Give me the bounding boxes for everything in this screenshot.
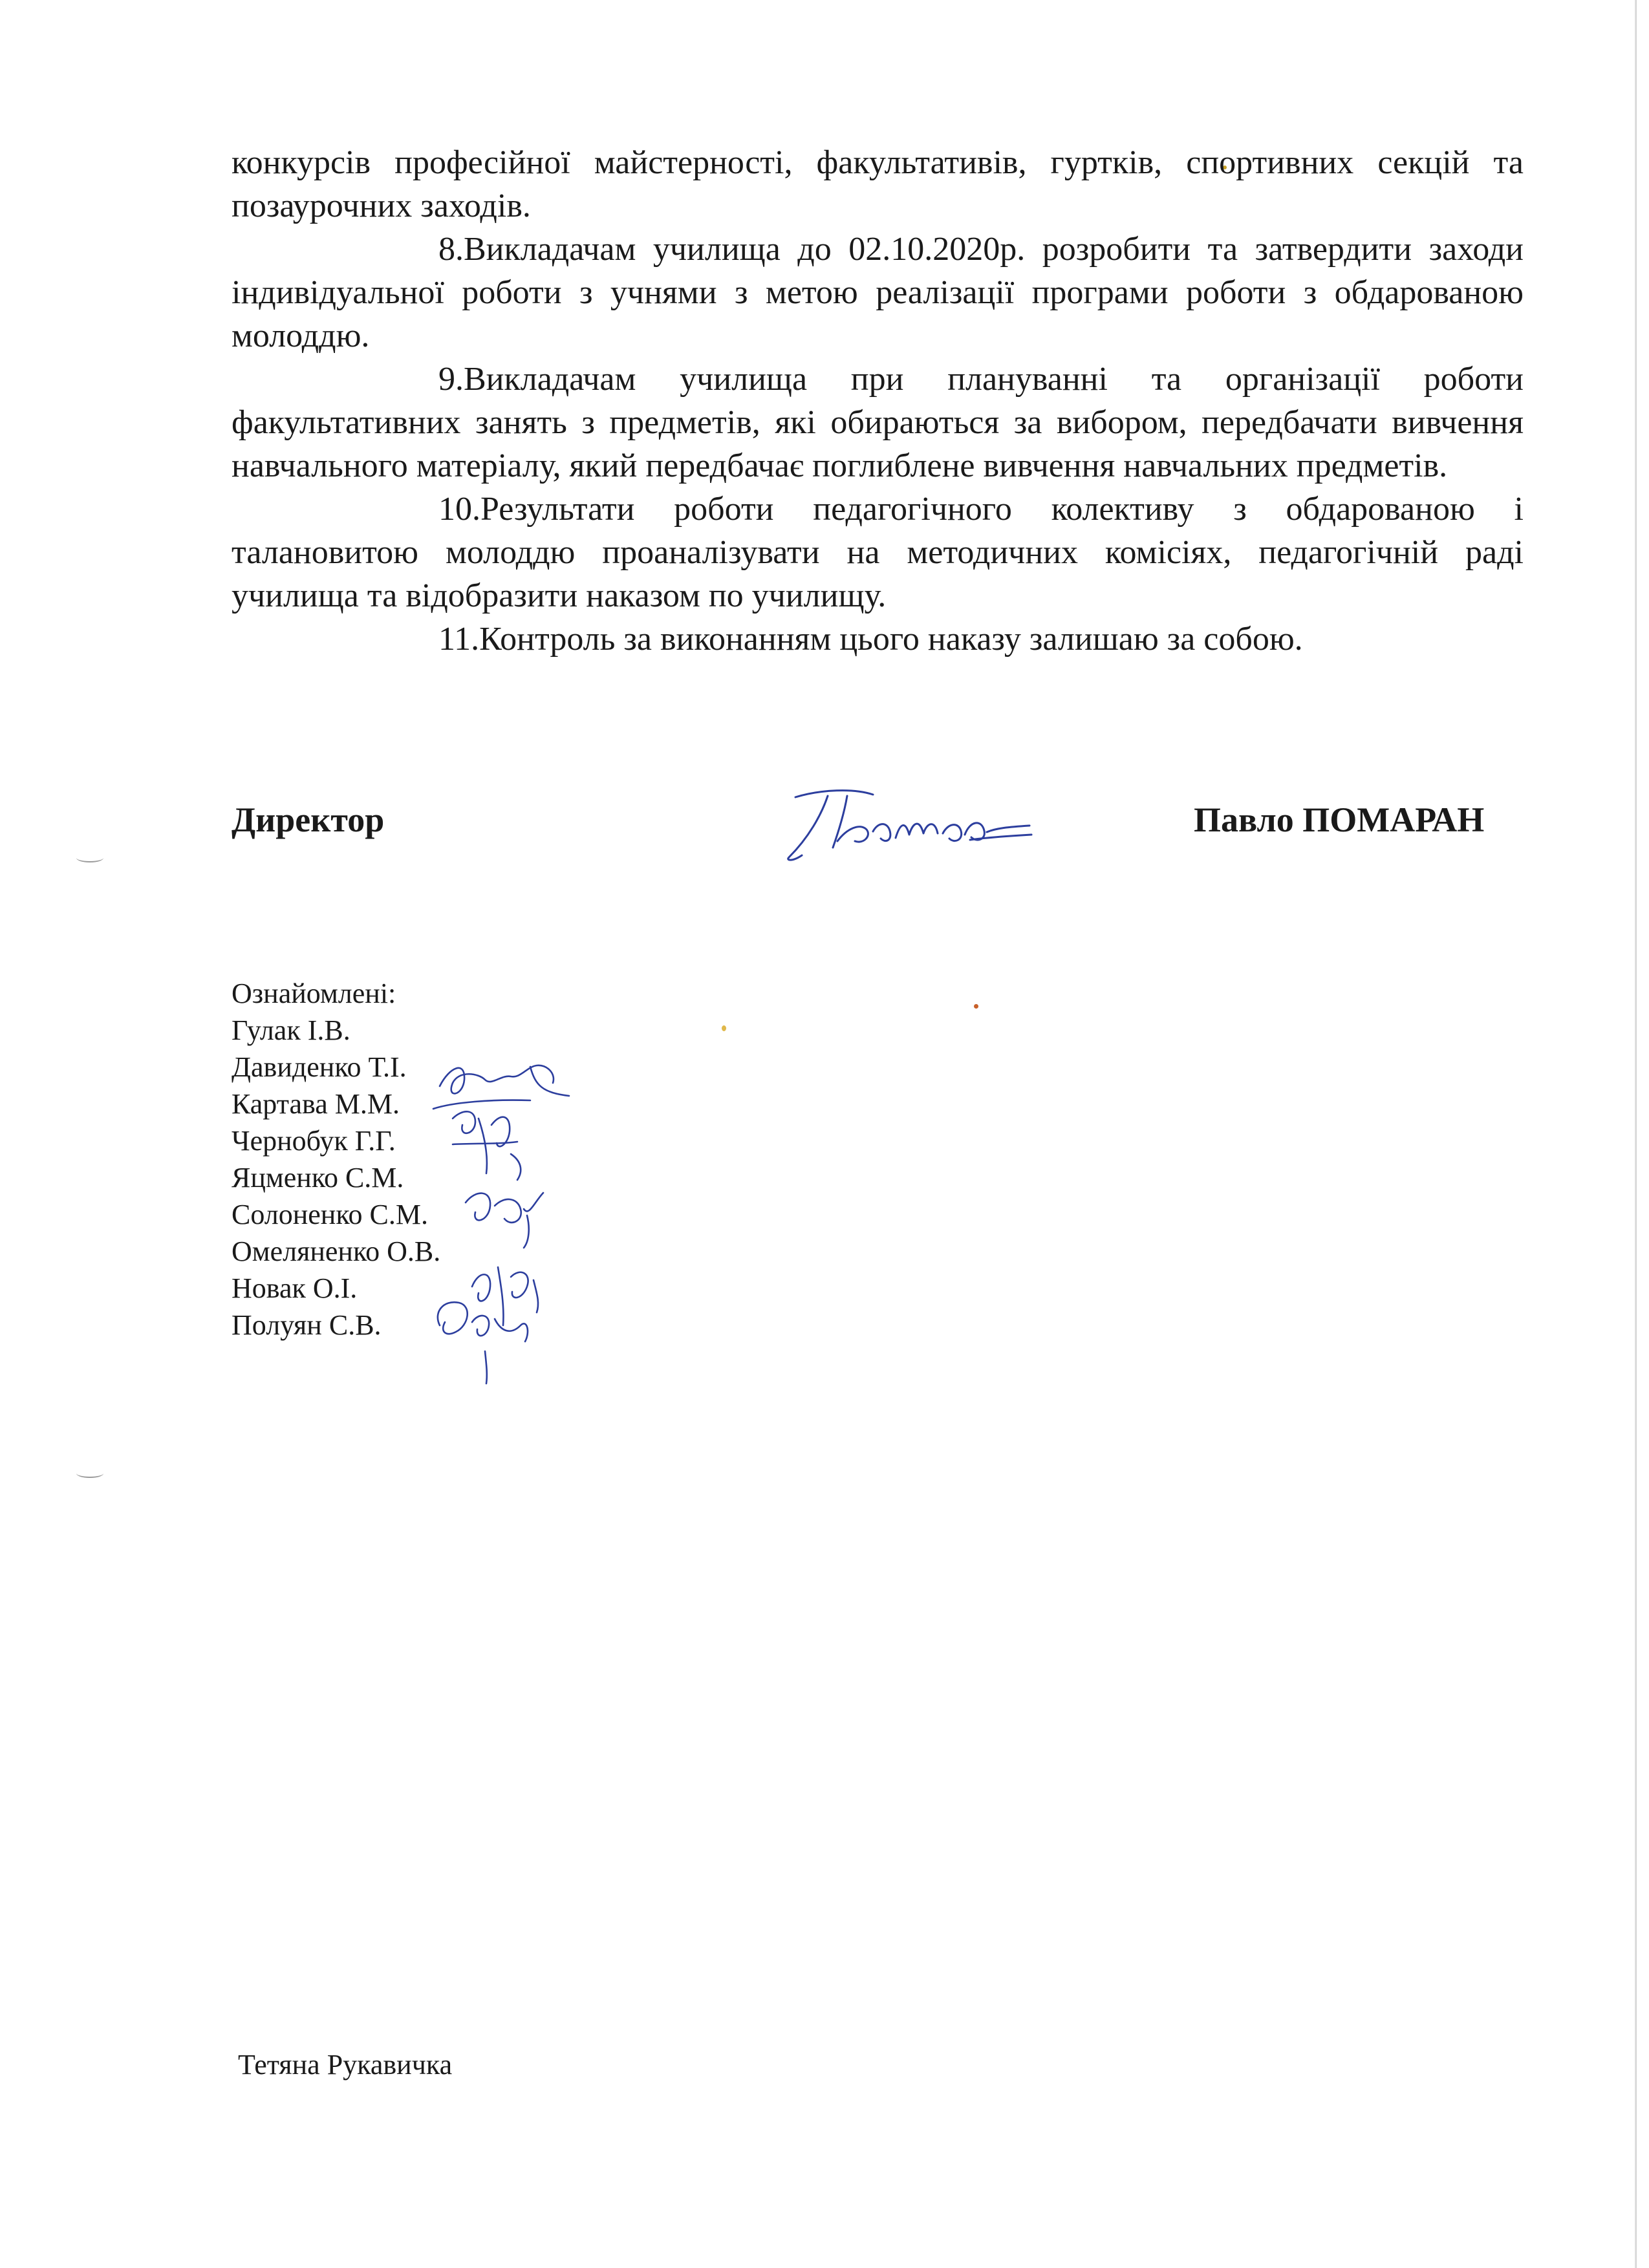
acknowledged-name: Чернобук Г.Г. — [232, 1125, 396, 1157]
item-text: Контроль за виконанням цього наказу залишаю за собою. — [479, 621, 1303, 658]
staff-handwritten-signatures — [414, 1047, 608, 1396]
signatory-name: Павло ПОМАРАН — [1194, 800, 1485, 839]
ink-speck — [722, 1025, 726, 1031]
item-text: Викладачам училища до 02.10.2020р. розробити та затвердити заходи індивідуальної роботи з учнями з метою реалізації програми роботи з обдарованою молоддю. — [232, 231, 1524, 354]
item-number: 8. — [438, 231, 464, 268]
hole-punch-mark — [76, 1469, 103, 1478]
acknowledgement-list — [232, 975, 440, 1343]
director-signature-line — [232, 792, 1518, 870]
ink-speck — [974, 1004, 978, 1009]
page-edge-shadow — [1635, 0, 1637, 2268]
prepared-by: Тетяна Рукавичка — [238, 2049, 453, 2081]
acknowledged-name: Новак О.І. — [232, 1272, 358, 1304]
paragraph-intro: конкурсів професійної майстерності, факультативів, гуртків, спортивних секцій та позаурочних заходів. — [232, 144, 1524, 224]
acknowledged-name: Яцменко С.М. — [232, 1162, 404, 1193]
acknowledged-name: Гулак І.В. — [232, 1014, 350, 1046]
acknowledged-name: Солоненко С.М. — [232, 1199, 428, 1230]
hole-punch-mark — [76, 853, 103, 862]
acknowledged-name: Омеляненко О.В. — [232, 1236, 441, 1267]
signatory-title: Директор — [232, 800, 385, 839]
acknowledgement-heading: Ознайомлені: — [232, 978, 396, 1009]
paragraph-item-10 — [232, 487, 1524, 617]
paragraph-item-8 — [232, 228, 1524, 358]
order-body — [232, 141, 1524, 661]
item-number: 9. — [438, 361, 464, 398]
item-text: Результати роботи педагогічного колективу з обдарованою і талановитою молоддю проаналізувати на методичних комісіях, педагогічній раді училища та відобразити наказом по училищу. — [232, 491, 1524, 614]
paragraph-item-11 — [232, 617, 1524, 661]
acknowledged-name: Картава М.М. — [232, 1088, 400, 1120]
item-text: Викладачам училища при плануванні та організації роботи факультативних занять з предметів, які обираються за вибором, передбачати вивчення навчального матеріалу, який передбачає поглиблене вивчення навчальних предметів. — [232, 361, 1524, 484]
acknowledged-name: Давиденко Т.І. — [232, 1051, 407, 1083]
director-handwritten-signature — [776, 776, 1035, 873]
acknowledged-name: Полуян С.В. — [232, 1309, 382, 1341]
item-number: 11. — [438, 621, 480, 658]
paragraph-item-9 — [232, 358, 1524, 487]
item-number: 10. — [438, 491, 480, 528]
